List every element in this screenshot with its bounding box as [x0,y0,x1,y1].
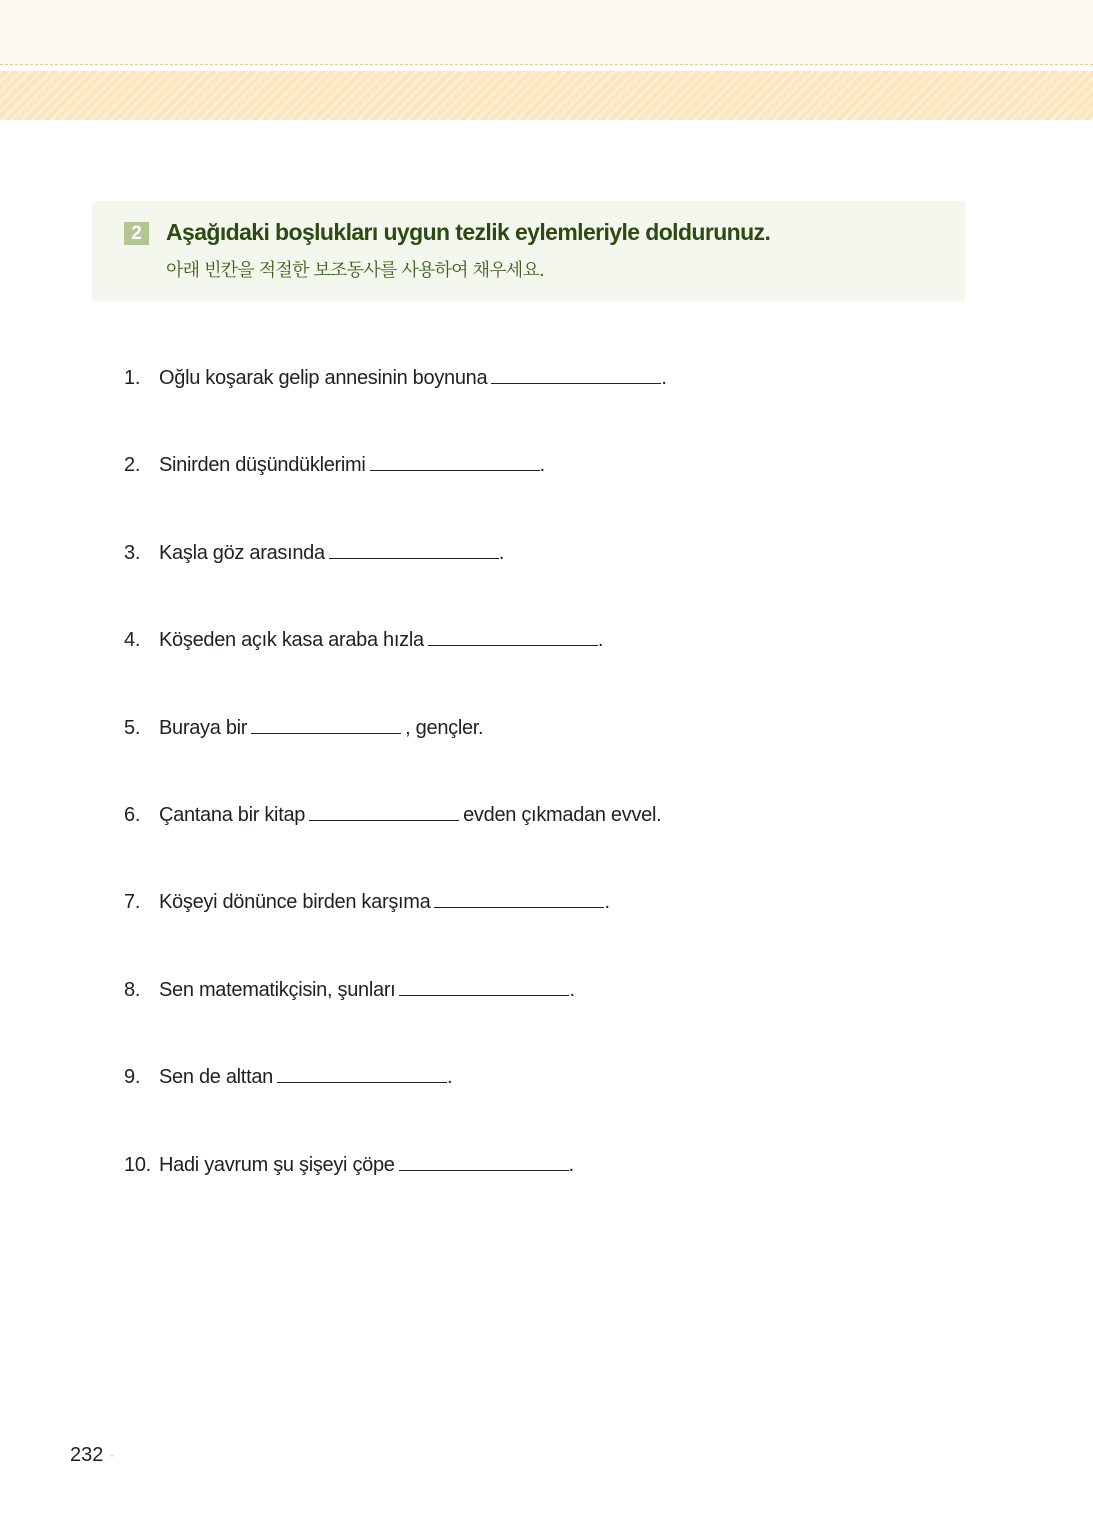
question-number: 1. [124,367,141,389]
question-item [124,711,964,798]
question-number: 10. [124,1153,151,1176]
question-number: 6. [124,803,141,826]
question-text-end: . [604,891,610,914]
question-number: 8. [124,978,141,1001]
answer-blank[interactable] [309,798,459,821]
question-number: 4. [124,629,141,652]
question-number: 3. [124,541,141,564]
question-list [124,361,964,1235]
question-text-end: . [597,629,604,652]
question-item [124,536,964,623]
question-text: Sinirden düşündüklerimi [159,454,366,477]
question-item [124,885,964,972]
question-number: 5. [124,716,141,739]
question-item [124,623,964,710]
question-text: Sen matematikçisin, şunları [159,978,396,1001]
question-text: Sen de alttan [159,1066,273,1089]
answer-blank[interactable] [399,973,569,996]
answer-blank[interactable] [251,711,401,734]
question-text-end: , gençler. [405,716,484,739]
question-text-end: . [568,1153,574,1176]
page-header-band [0,0,1093,65]
instruction-title: Aşağıdaki boşlukları uygun tezlik eylemleriyle doldurunuz. [166,219,771,245]
question-number: 7. [124,891,141,914]
question-number: 2. [124,454,141,477]
answer-blank[interactable] [329,536,499,559]
question-text-end: evden çıkmadan evvel. [463,803,662,826]
page-number-separator: · [110,1448,114,1462]
question-text-end: . [661,367,667,389]
question-item [124,973,964,1060]
answer-blank[interactable] [434,885,604,908]
question-number: 9. [124,1066,141,1089]
question-text: Oğlu koşarak gelip annesinin boynuna [159,367,488,389]
question-text: Köşeden açık kasa araba hızla [159,629,424,652]
question-item [124,361,964,448]
question-text-end: . [539,454,545,477]
question-item [124,448,964,535]
question-text: Kaşla göz arasında [159,541,325,564]
answer-blank[interactable] [491,361,661,384]
answer-blank[interactable] [399,1148,569,1171]
answer-blank[interactable] [428,623,598,646]
question-item [124,1148,964,1235]
exercise-number-badge: 2 [124,222,149,245]
question-text-end: . [569,978,575,1001]
question-text-end: . [498,541,505,564]
question-text: Köşeyi dönünce birden karşıma [159,891,431,914]
question-text: Hadi yavrum şu şişeyi çöpe [159,1153,395,1176]
question-text: Çantana bir kitap [159,803,306,826]
instruction-subtitle: 아래 빈칸을 적절한 보조동사를 사용하여 채우세요. [166,260,544,281]
answer-blank[interactable] [370,448,540,471]
instruction-box [92,201,965,301]
question-text-end: . [446,1066,453,1089]
page-number: 232 [70,1444,104,1466]
question-item [124,798,964,885]
question-item [124,1060,964,1147]
header-stripe [0,71,1093,120]
question-text: Buraya bir [159,716,248,739]
answer-blank[interactable] [277,1060,447,1083]
